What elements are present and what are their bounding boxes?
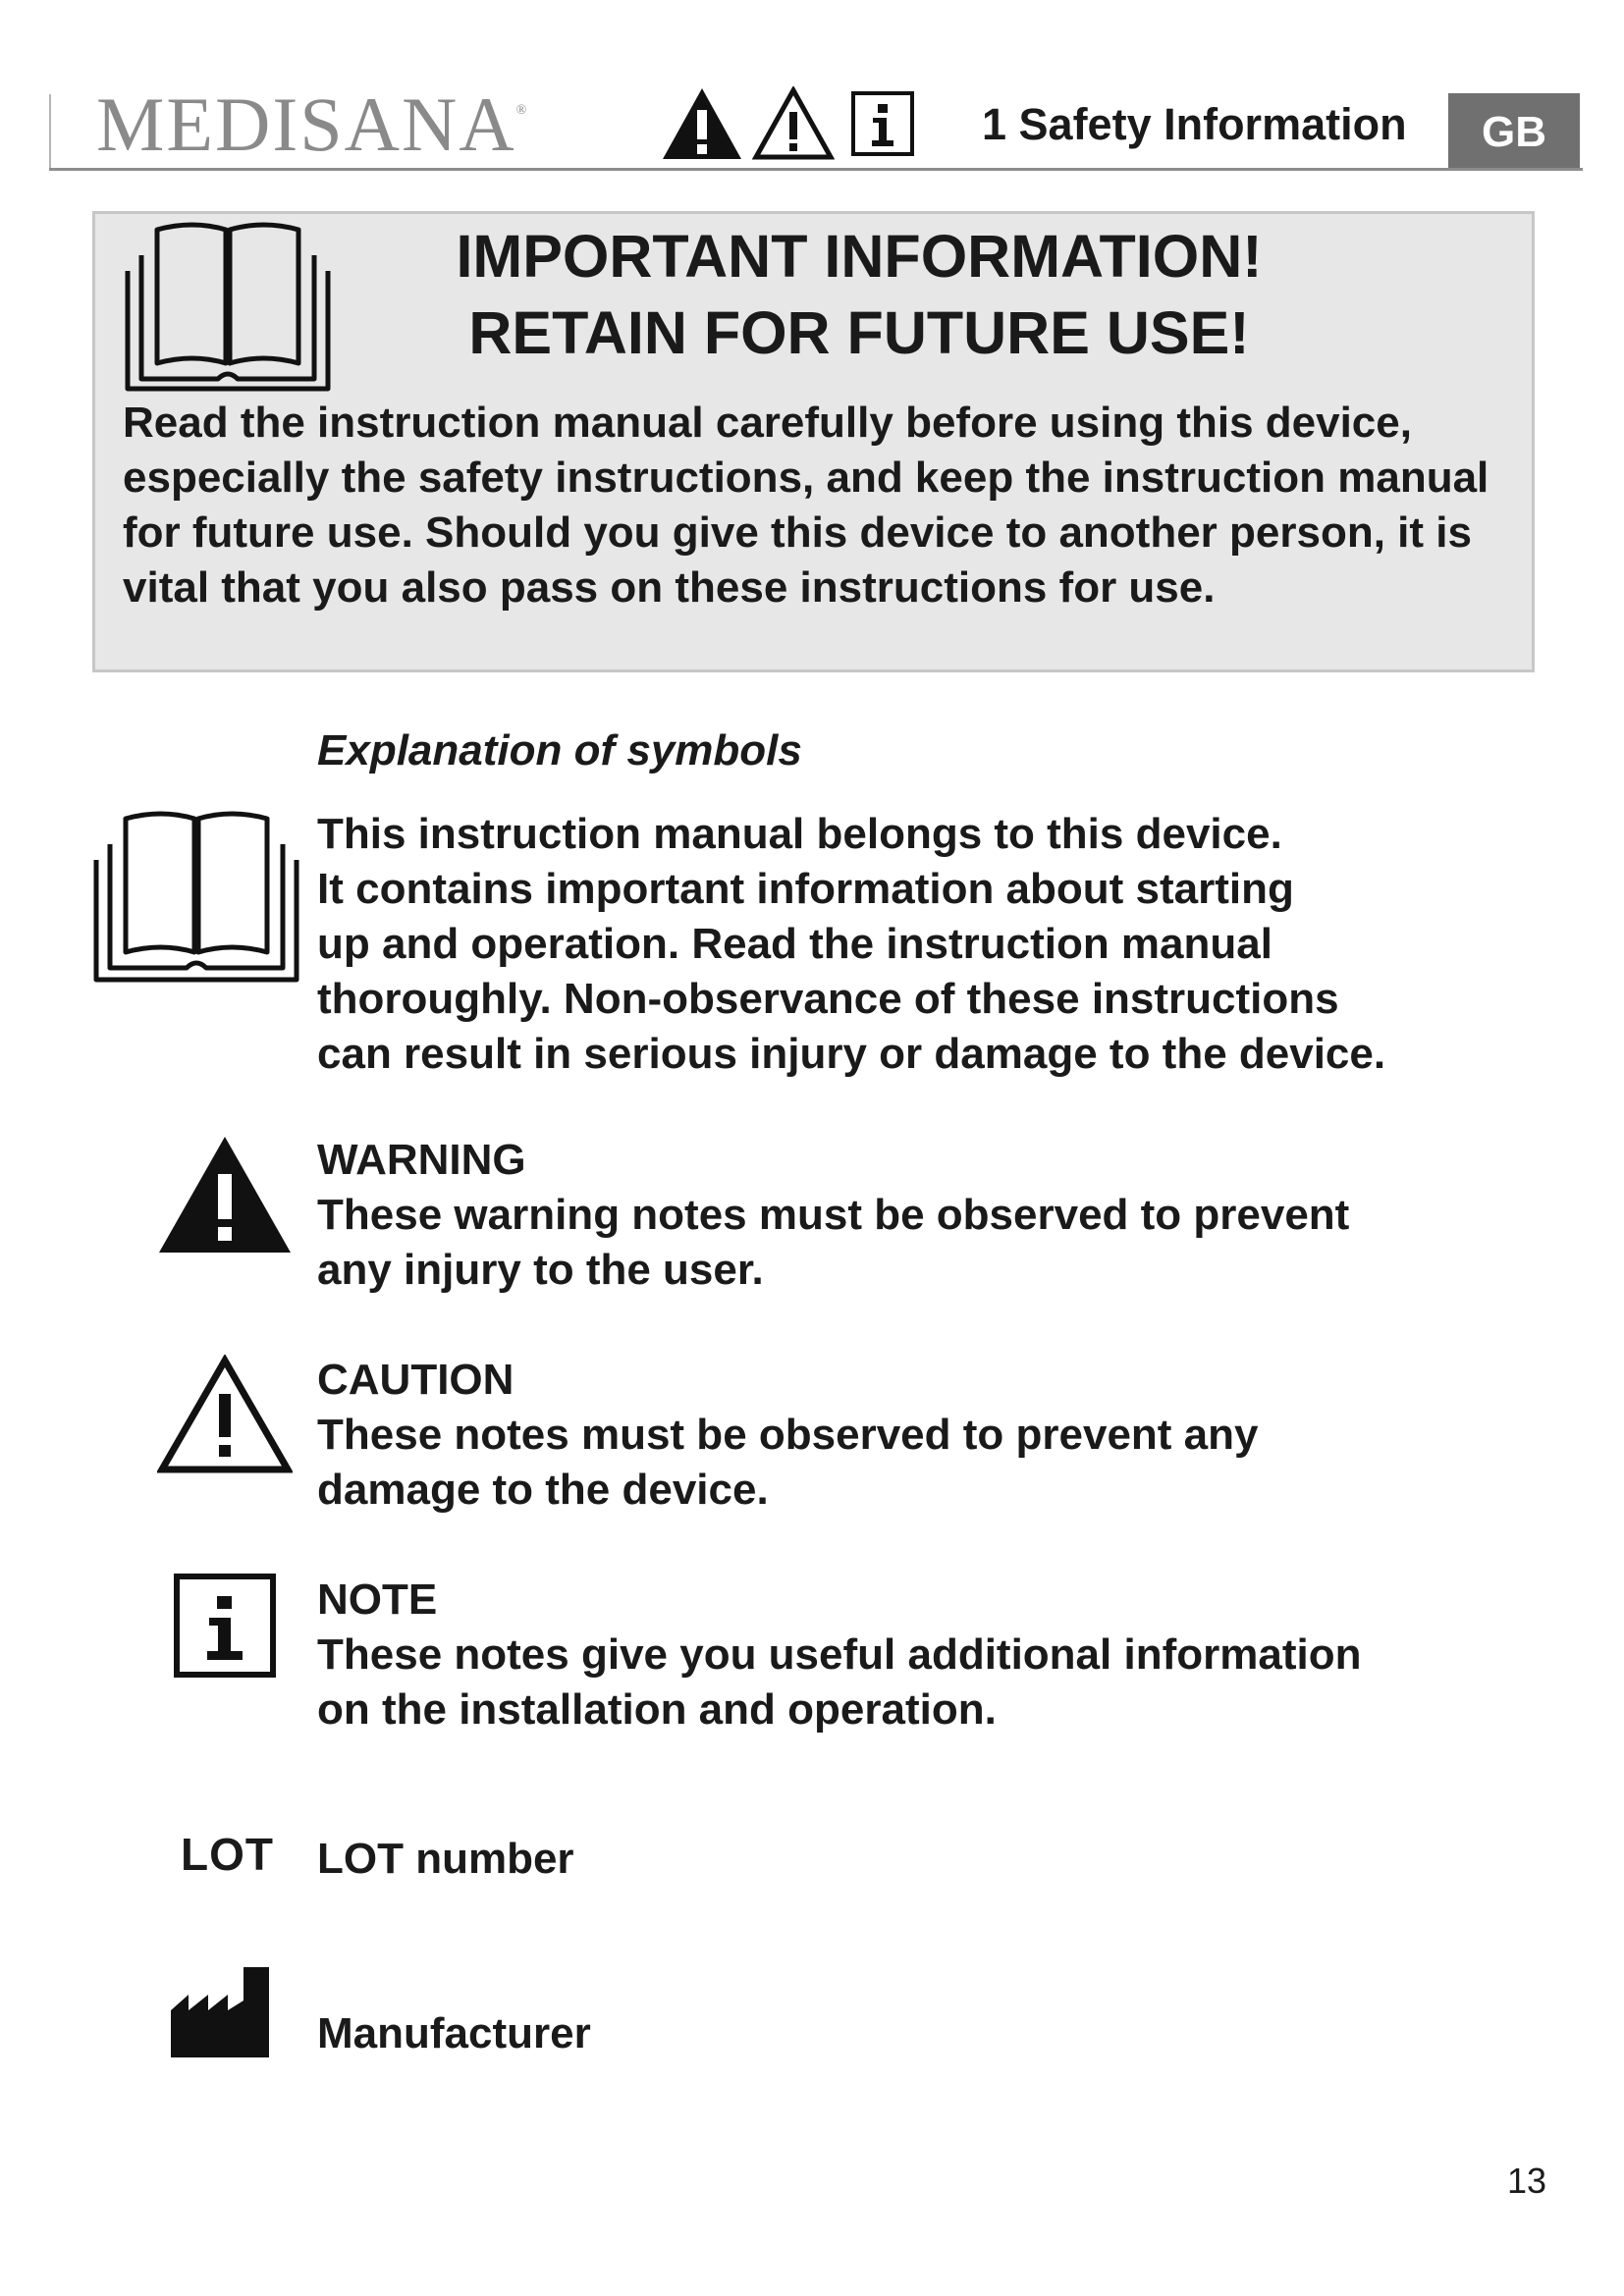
info-icon bbox=[850, 90, 915, 157]
text-line: These notes must be observed to prevent any bbox=[317, 1411, 1259, 1459]
brand-logo: MEDISANA® bbox=[96, 81, 527, 167]
text-line: on the installation and operation. bbox=[317, 1685, 997, 1734]
important-title bbox=[295, 218, 1424, 371]
manufacturer-factory-icon bbox=[169, 1965, 271, 2059]
manual-symbol-text bbox=[317, 807, 1554, 1082]
manual-book-icon bbox=[90, 805, 302, 984]
section-title: 1 Safety Information bbox=[982, 99, 1407, 149]
warning-icon bbox=[661, 86, 743, 161]
text-line: These warning notes must be observed to prevent bbox=[317, 1191, 1350, 1239]
important-title-line2: RETAIN FOR FUTURE USE! bbox=[468, 299, 1250, 366]
caution-heading: CAUTION bbox=[317, 1356, 514, 1404]
text-line: can result in serious injury or damage to the device. bbox=[317, 1030, 1386, 1078]
text-line: This instruction manual belongs to this device. bbox=[317, 810, 1282, 858]
info-icon bbox=[173, 1573, 277, 1679]
important-body: Read the instruction manual carefully before using this device, especially the safety instructions, and keep the instruction manual for future use. Should you give this device to another person, it is vital that you also pass on these instructions for use. bbox=[123, 399, 1489, 612]
lot-symbol: LOT bbox=[181, 1829, 274, 1880]
text-line: These notes give you useful additional information bbox=[317, 1630, 1362, 1679]
lot-label: LOT number bbox=[317, 1835, 574, 1883]
page-number: 13 bbox=[1507, 2161, 1547, 2201]
caution-icon bbox=[752, 86, 835, 161]
text-line: thoroughly. Non-observance of these instructions bbox=[317, 975, 1339, 1023]
caution-block bbox=[317, 1353, 1554, 1518]
important-title-line1: IMPORTANT INFORMATION! bbox=[456, 223, 1263, 290]
caution-icon bbox=[157, 1355, 293, 1474]
warning-icon bbox=[157, 1135, 293, 1255]
symbols-heading: Explanation of symbols bbox=[317, 726, 802, 774]
note-block bbox=[317, 1573, 1554, 1737]
header-left-rule bbox=[49, 94, 51, 169]
manufacturer-label: Manufacturer bbox=[317, 2009, 591, 2057]
header-rule bbox=[49, 168, 1583, 171]
text-line: any injury to the user. bbox=[317, 1246, 764, 1294]
text-line: It contains important information about starting bbox=[317, 865, 1294, 913]
language-tab: GB bbox=[1448, 93, 1580, 171]
warning-block bbox=[317, 1133, 1554, 1298]
warning-heading: WARNING bbox=[317, 1136, 526, 1184]
text-line: up and operation. Read the instruction manual bbox=[317, 920, 1272, 968]
text-line: damage to the device. bbox=[317, 1466, 769, 1514]
note-heading: NOTE bbox=[317, 1575, 438, 1624]
